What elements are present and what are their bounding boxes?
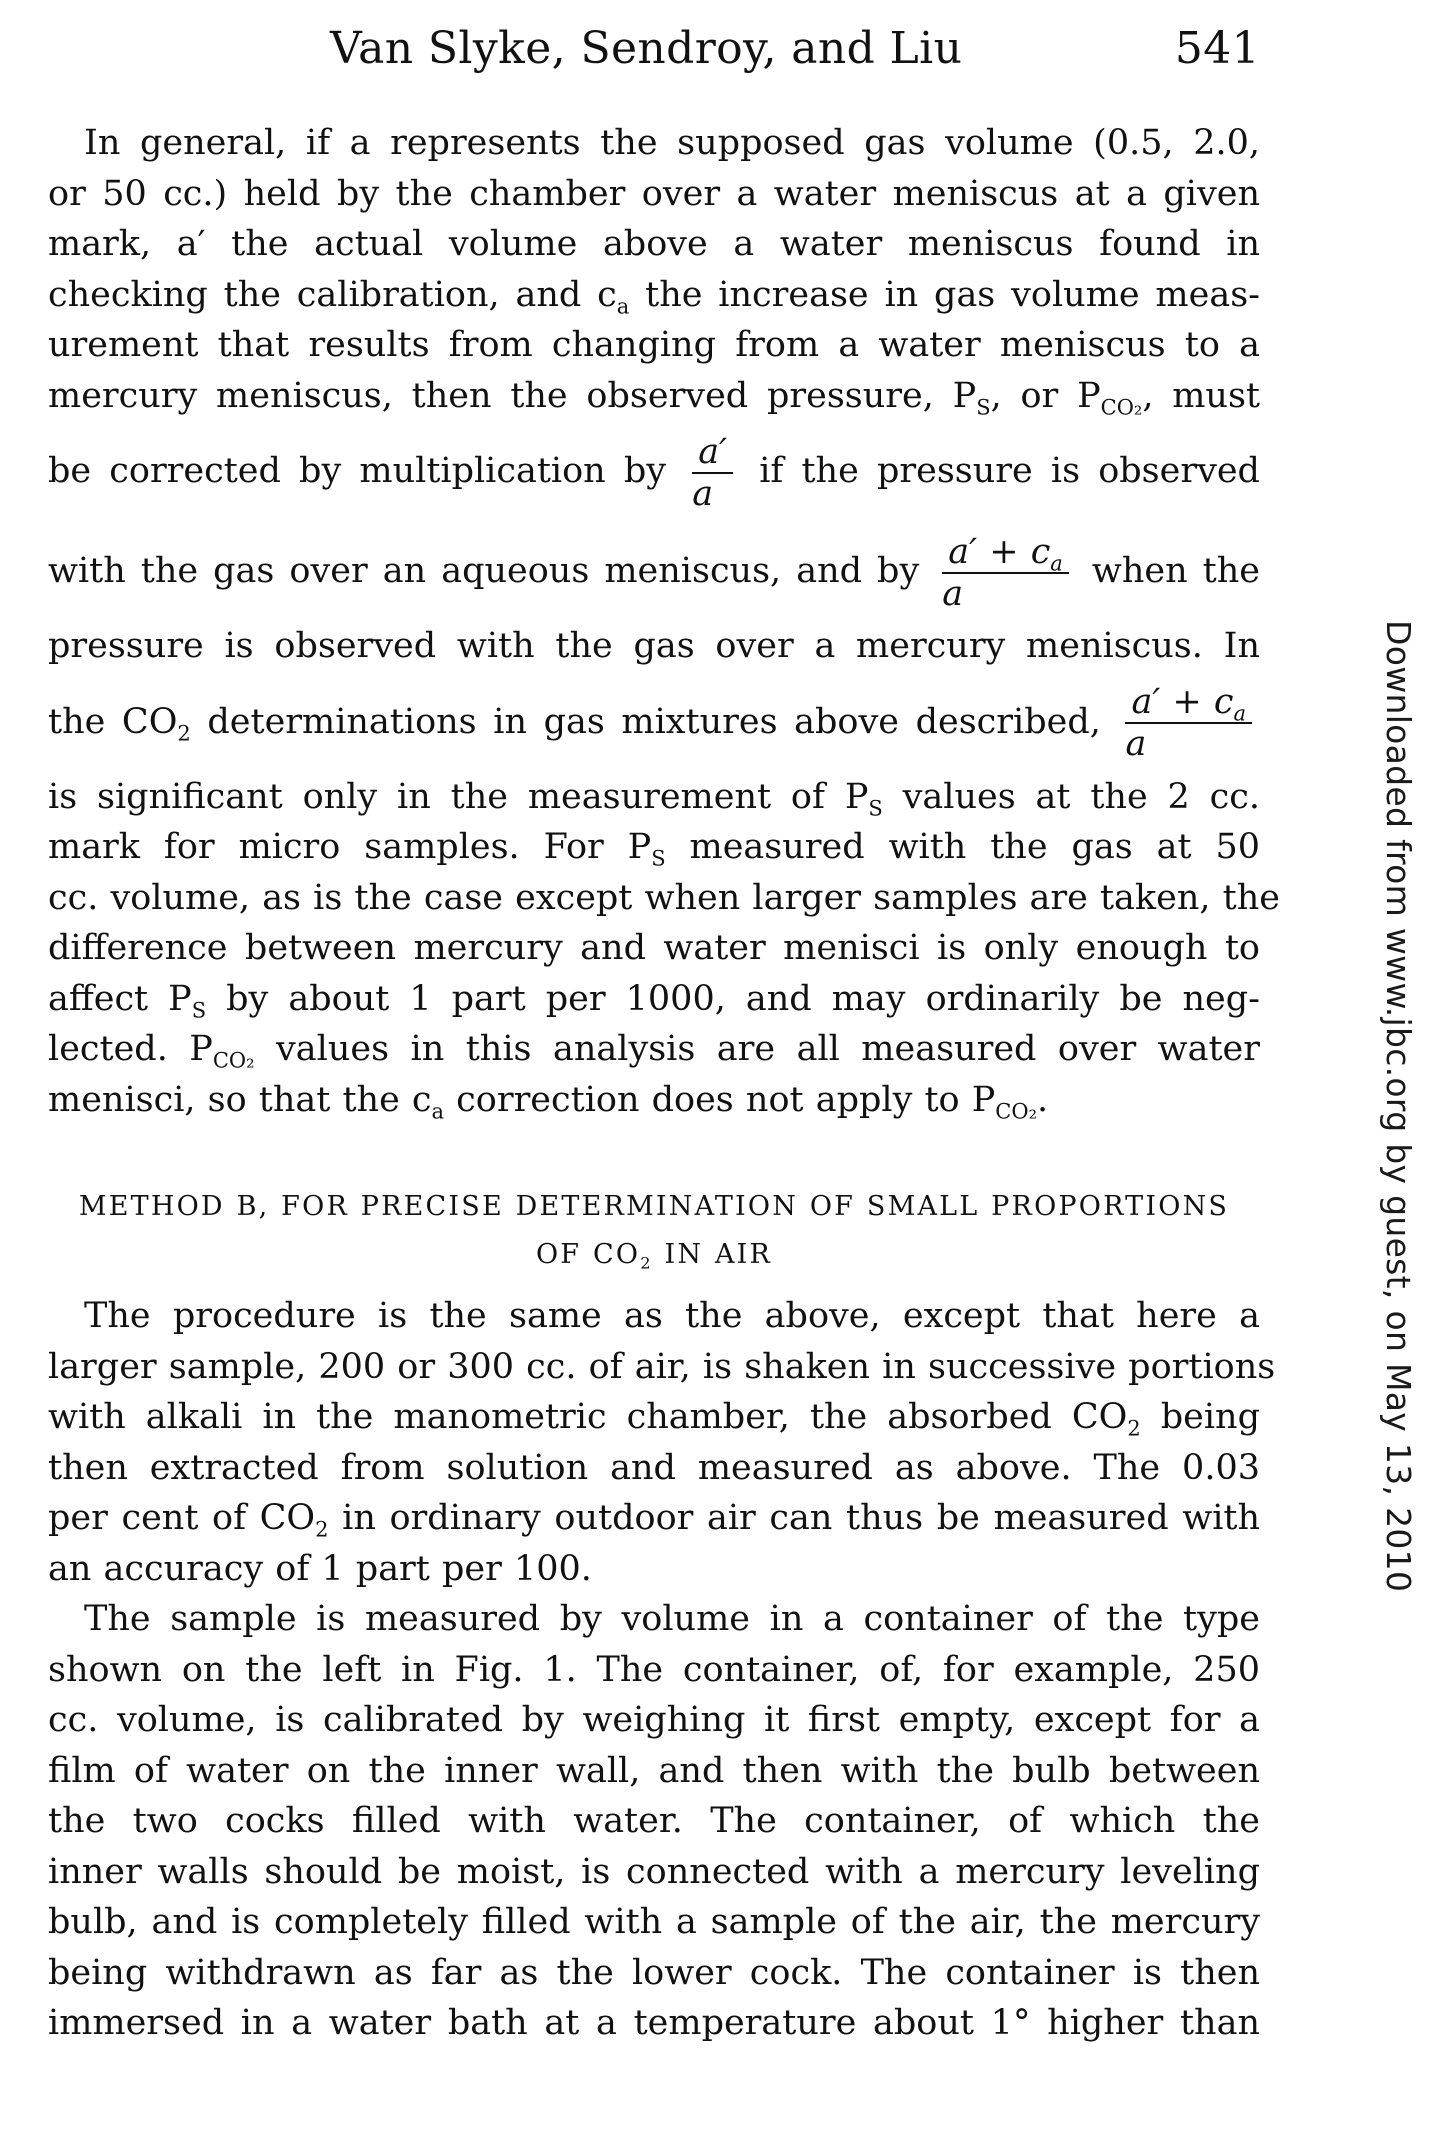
text-line: cc. volume, as is the case except when larger samples are taken, the [48, 877, 1280, 918]
page-number: 541 [1174, 23, 1260, 74]
text-line: affect $P_S$ by about 1 part per 1000, and may ordinarily be neg- [48, 978, 1260, 1022]
text-line: shown on the left in Fig. 1. The container, of, for example, 250 [48, 1649, 1260, 1690]
text-line: The procedure is the same as the above, except that here a [84, 1296, 1260, 1336]
text-line: or 50 cc.) held by the chamber over a water meniscus at a given [48, 173, 1260, 214]
fraction-a-prime-plus-ca-over-a: $\frac{a' + c_a}{a}$ [942, 532, 1069, 614]
text-line-with-fraction: be corrected by multiplication by $\frac{a'}{a}$ if the pressure is observed [48, 431, 1260, 514]
text-line: larger sample, 200 or 300 cc. of air, is shaken in successive portions [48, 1346, 1276, 1387]
text-line: mark for micro samples. For $P_S$ measured with the gas at 50 [48, 827, 1260, 871]
text-line: bulb, and is completely filled with a sample of the air, the mercury [48, 1902, 1260, 1942]
fraction-a-prime-plus-ca-over-a: $\frac{a' + c_a}{a}$ [1125, 682, 1252, 764]
paragraph-sample-measurement [48, 1594, 1260, 2049]
text-line: inner walls should be moist, is connected with a mercury leveling [48, 1851, 1260, 1892]
text-line: In general, if a represents the supposed gas volume (0.5, 2.0, [84, 123, 1260, 163]
section-heading [48, 1183, 1260, 1279]
text-line: menisci, so that the $c_a$ correction does not apply to $P_{CO_2}$. [48, 1079, 1049, 1123]
download-watermark: Downloaded from www.jbc.org by guest, on May 13, 2010 [1379, 620, 1418, 1593]
text-line: per cent of $CO_2$ in ordinary outdoor air can thus be measured with [48, 1498, 1260, 1542]
text-line: mark, a′ the actual volume above a water meniscus found in [48, 224, 1260, 264]
text-line: cc. volume, is calibrated by weighing it first empty, except for a [48, 1700, 1260, 1740]
text-line: checking the calibration, and $c_a$ the increase in gas volume meas- [48, 274, 1260, 318]
text-line: pressure is observed with the gas over a mercury meniscus. In [48, 626, 1260, 666]
text-line: then extracted from solution and measured as above. The 0.03 [48, 1447, 1260, 1488]
text-line: with alkali in the manometric chamber, the absorbed $CO_2$ being [48, 1397, 1260, 1441]
section-heading-line: METHOD B, FOR PRECISE DETERMINATION OF SMALL PROPORTIONS [78, 1191, 1230, 1222]
paragraph-calibration-correction [48, 118, 1280, 1125]
text-line-with-fraction: the $CO_2$ determinations in gas mixtures above described, $\frac{a' + c_a}{a}$ [48, 672, 1260, 772]
text-line: the two cocks filled with water. The container, of which the [48, 1801, 1260, 1841]
section-heading-line: OF $CO_2$ IN AIR [535, 1239, 773, 1273]
fraction-a-prime-over-a: $\frac{a'}{a}$ [692, 432, 733, 514]
page-body [48, 118, 1280, 2049]
text-line: an accuracy of 1 part per 100. [48, 1548, 592, 1589]
running-title: Van Slyke, Sendroy, and Liu [330, 23, 963, 74]
page-header [330, 14, 1260, 84]
text-line: mercury meniscus, then the observed pressure, $P_S$, or $P_{CO_2}$, must [48, 375, 1260, 419]
text-line: urement that results from changing from a water meniscus to a [48, 325, 1260, 365]
paragraph-method-b-overview [48, 1291, 1276, 1594]
text-line: immersed in a water bath at a temperature about 1° higher than [48, 2003, 1260, 2043]
text-line: is significant only in the measurement of $P_S$ values at the 2 cc. [48, 776, 1260, 820]
text-line-with-fraction: with the gas over an aqueous meniscus, and by $\frac{a' + c_a}{a}$ when the [48, 531, 1260, 614]
text-line: difference between mercury and water menisci is only enough to [48, 928, 1260, 968]
text-line: film of water on the inner wall, and then with the bulb between [48, 1750, 1260, 1791]
text-line: being withdrawn as far as the lower cock. The container is then [48, 1952, 1260, 1993]
text-line: The sample is measured by volume in a container of the type [84, 1599, 1260, 1639]
text-line: lected. $P_{CO_2}$ values in this analysis are all measured over water [48, 1029, 1260, 1073]
